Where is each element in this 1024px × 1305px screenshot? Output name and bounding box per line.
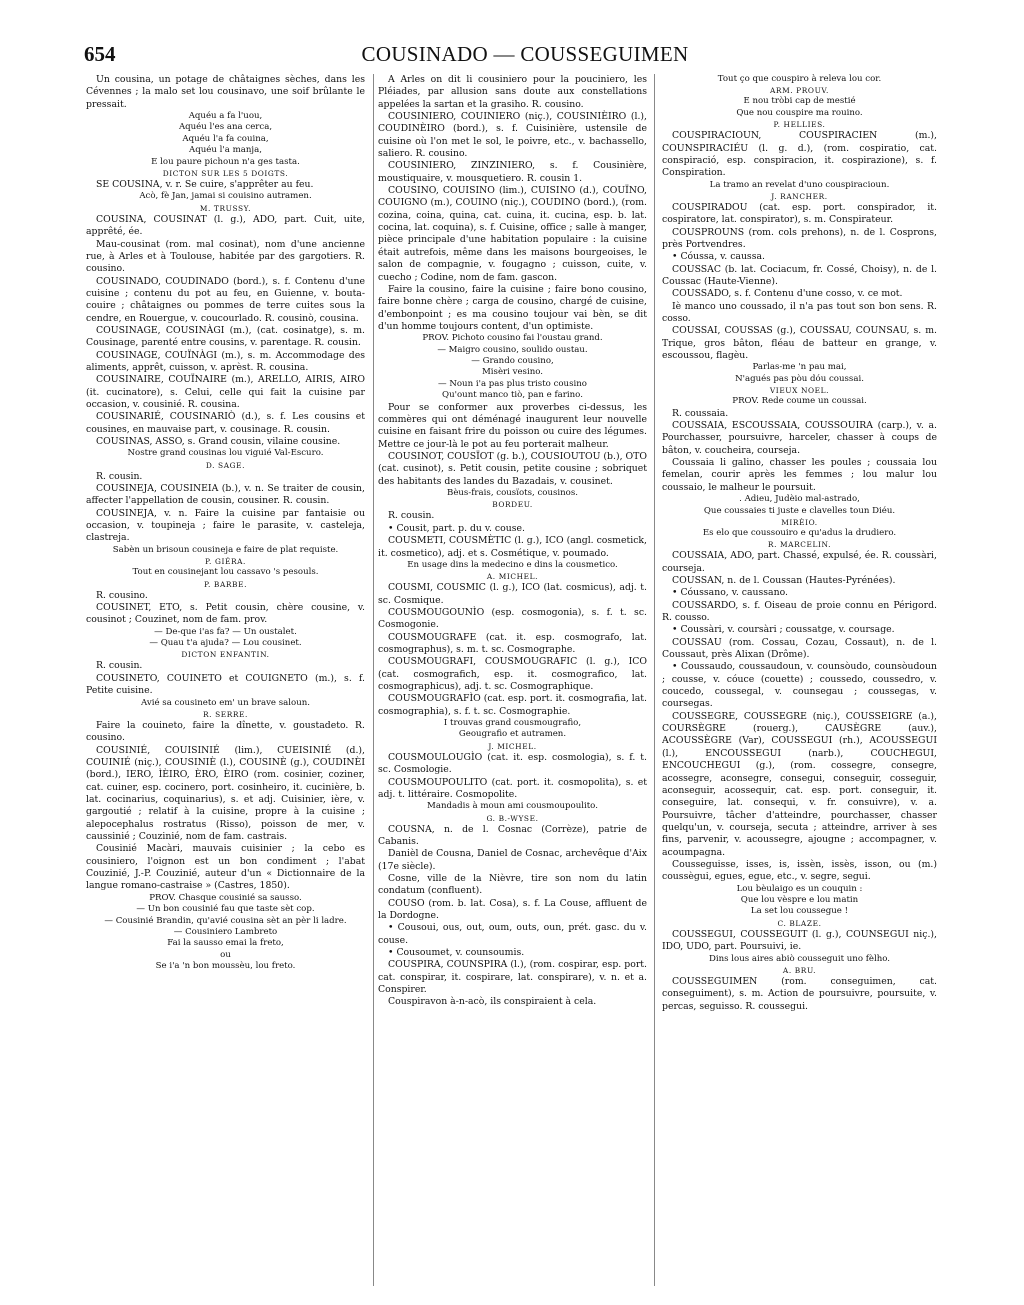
quotation-attribution: P. BARBE. [203,579,248,589]
dictionary-entry: Faire la couineto, faire la dînette, v. goustadeto. R. cousino. [86,719,365,744]
quotation-verse: I trouvas grand cousmougrafio, Geougrafio et autramen. [443,718,582,740]
dictionary-entry: COUSSEGUIMEN (rom. conseguimen, cat. conseguiment), s. m. Action de poursuivre, poursuite, v. percas, seguisso. R. coussegui. [662,975,937,1012]
dictionary-entry: COUSSAI, COUSSAS (g.), COUSSAU, COUNSAU, s. m. Trique, gros bâton, fléau de batteur en grange, v. escoussou, flagèu. [662,325,937,362]
dictionary-entry: COUSMOUGRAFI, COUSMOUGRAFIC (l. g.), ICO (cat. cosmografich, esp. it. cosmografico, lat. cosmographicus), adj. t. sc. Cosmographique. [378,656,647,692]
quotation-verse: Nostre grand cousinas lou viguié Val-Escuro. [127,448,324,459]
quotation-attribution: D. SAGE. [205,460,246,470]
dictionary-entry: COUSSAC (b. lat. Cociacum, fr. Cossé, Choisy), n. de l. Coussac (Haute-Vienne). [662,263,937,288]
dictionary-entry: • Cousoumet, v. counsoumis. [388,947,525,959]
quotation-verse: PROV. Rede coume un coussai. [732,396,867,407]
quotation-attribution: A. MICHEL. [486,572,539,582]
dictionary-entry: COUSO (rom. b. lat. Cosa), s. f. La Couse, affluent de la Dordogne. [378,897,647,922]
dictionary-entry: Couspiravon à-n-acò, ils conspiraient à cela. [388,996,597,1008]
quotation-verse: Lou bèulaigo es un couquin : Que lou vèspre e lou matin La set lou coussegue ! [736,883,863,917]
dictionary-entry: COUSSEGRE, COUSSEGRE (niç.), COUSSEIGRE (a.), COURSÈGRE (rouerg.), CAUSÈGRE (auv.), ACOUSSÈGRE (Var), COUSSEGUI (rh.), ACOUSSEGUI (l.), ENCOUSSEGUI (narb.), COUCHEGUI, ENCOUCHEGUI (g.), (rom. cossegre, consegre, acossegre, aconsegre, consegui, conseguir, cosseguir, aconseguir, acossequir, cat. esp. port. conseguir, it. conseguire, lat. consequi, v. fr. consuivre), v. a. Poursuivre, tâcher d'atteindre, pourchasser, chasser quelqu'un, v. courseja, secuta ; atteindre, arriver à ses fins, parvenir, v. acoussegre, ajougne ; accompagner, v. acoumpagna. [662,710,937,858]
dictionary-entry: A Arles on dit li cousiniero pour la pouciniero, les Pléiades, par allusion sans doute aux constellations appelées la sartan et la grasiho. R. cousino. [378,74,647,110]
dictionary-entry: COUSINIÉ, COUISINIÉ (lim.), CUEISINIÉ (d.), COUINIÉ (niç.), COUSINIÈ (l.), COUSINÈ (g.), COUDINÈI (bord.), IERO, ÌÈIRO, ÈRO, ÈIRO (rom. cosinier, coziner, cat. cuiner, esp. cocinero, port. cosinheiro, it. cucinière, b. lat. cocinarius, coquinarius), s. et adj. Cuisinier, ière, v. gargoutié ; relatif à la cuisine, propre à la cuisine ; alepocephalus rostratus (Risso), poisson de mer, v. caussinié ; Couzinié, nom de fam. castrais. [86,744,365,842]
quotation-verse: Dins lous aires abiò cousseguit uno fèlho. [708,953,891,964]
dictionary-entry: COUSINO, COUISINO (lim.), CUISINO (d.), COUÏNO, COUIGNO (m.), COUINO (niç.), COUDINO (bord.), (rom. cozina, coina, quina, cat. cuina, it. cucina, esp. b. lat. cocina, lat. coquina), s. f. Cuisine, office ; salle à manger, pièce principale d'une habitation populaire : la cuisine était autrefois, même dans les maisons bourgeoises, le salon de compagnie, v. fougagno ; cuisson, cuite, v. cuecho ; Codine, nom de fam. gascon. [378,185,647,283]
dictionary-entry: Cousseguisse, isses, is, issèn, issès, isson, ou (m.) coussègui, egues, egue, etc., v. segre, segui. [662,858,937,883]
dictionary-entry: COUSSARDO, s. f. Oiseau de proie connu en Périgord. R. cousso. [662,599,937,624]
dictionary-entry: Un cousina, un potage de châtaignes sèches, dans les Cévennes ; la malo set lou cousinavo, une soif brûlante le pressait. [86,74,365,110]
dictionary-entry: COUSINADO, COUDINADO (bord.), s. f. Contenu d'une cuisine ; contenu du pot au feu, en Guienne, v. bouta-couire ; châtaignes ou pommes de terre cuites sous la cendre, en Rouergue, v. coucourlado. R. cousinò, cousina. [86,275,365,324]
dictionary-entry: Danièl de Cousna, Daniel de Cosnac, archevêque d'Aix (17e siècle). [378,848,647,872]
dictionary-entry: COUSINEJA, v. n. Faire la cuisine par fantaisie ou occasion, v. toupineja ; faire le parasite, v. casteleja, clastreja. [86,507,365,544]
dictionary-entry: COUSINIERO, COUINIERO (niç.), COUSINIÈIRO (l.), COUDINÈIRO (bord.), s. f. Cuisinière, ustensile de cuisine où l'on met le sol, le poivre, etc., v. bachassello, saliero. R. cousino. [378,111,647,160]
page-number: 654 [84,42,116,66]
dictionary-entry: COUSINETO, COUINETO et COUIGNETO (m.), s. f. Petite cuisine. [86,672,365,697]
quotation-verse: PROV. Chasque cousinié sa sausso. — Un bon cousinié fau que taste sèt cop. — Cousinié Brandin, qu'avié cousina sèt an pèr li ladre. [104,892,347,926]
dictionary-entry: COUSMOUGRAFÌO (cat. esp. port. it. cosmografia, lat. cosmographia), s. f. t. sc. Cosmographie. [378,693,647,717]
dictionary-entry: Mau-cousinat (rom. mal cosinat), nom d'une ancienne rue, à Arles et à Toulouse, habitée par des gargotiers. R. cousino. [86,238,365,275]
quotation-verse: Bèus-frais, cousïots, cousinos. [447,488,578,499]
dictionary-entry: COUSSAU (rom. Cossau, Cozau, Cossaut), n. de l. Coussaut, près Alixan (Drôme). [662,636,937,661]
quotation-verse: E nou tròbi cap de mestié Que nou couspire ma rouino. [736,96,863,118]
dictionary-entry: COUSSAN, n. de l. Coussan (Hautes-Pyrénées). [672,575,896,586]
quotation-attribution: C. BLAZE. [777,918,822,928]
dictionary-entry: SE COUSINA, v. r. Se cuire, s'apprêter au feu. [96,179,314,191]
dictionary-entry: Iè manco uno coussado, il n'a pas tout son bon sens. R. cosso. [662,300,937,325]
quotation-verse: PROV. Pichoto cousino fai l'oustau grand. — Maigro cousino, soulido oustau. — Grando cousino, Misèri vesino. — Noun i'a pas plus tristo cousino Qu'ount manco tiò, pan e farino. [422,333,603,401]
quotation-attribution: BORDEU. [492,500,533,510]
dictionary-entry: R. cousino. [96,589,148,601]
quotation-attribution: P. GIÉRA. [204,557,247,567]
dictionary-entry: COUSSEGUI, COUSSEGUIT (l. g.), COUNSEGUI niç.), IDO, UDO, part. Poursuivi, ie. [662,928,937,953]
quotation-verse: Es elo que coussouiro e qu'adus la drudiero. [702,527,897,538]
quotation-verse: En usage dins la medecino e dins la cousmetico. [407,559,618,570]
quotation-attribution: J. MICHEL. [488,741,537,751]
quotation-verse: ou Se i'a 'n bon moussèu, lou freto. [155,949,296,972]
dictionary-entry: COUSINARIÉ, COUSINARIÒ (d.), s. f. Les cousins et cousines, en mauvaise part, v. cousinage. R. cousin. [86,411,365,435]
column-3 [662,74,937,1289]
quotation-attribution: VIEUX NOEL. [769,386,830,396]
dictionary-entry: COUSSAIA, ESCOUSSAIA, COUSSOUIRA (carp.), v. a. Pourchasser, poursuivre, harceler, chasser à coups de bâton, v. coucheira, courseja. [662,420,937,456]
dictionary-entry: COUSMOUGRAFE (cat. it. esp. cosmografo, lat. cosmographus), s. m. t. sc. Cosmographe. [378,631,647,655]
quotation-verse: La tramo an revelat d'uno couspiracioun. [709,179,890,190]
dictionary-entry: • Cóussano, v. caussano. [672,587,788,599]
dictionary-entry: COUSINEJA, COUSINEIA (b.), v. n. Se traiter de cousin, affecter l'appellation de cousin, cousiner. R. cousin. [86,483,365,507]
dictionary-entry: Coussaia li galino, chasser les poules ; coussaia lou femelan, courir après les femmes ; lou malur lou coussaio, le malheur le poursuit. [662,457,937,493]
quotation-verse: Parlas-me 'n pau mai, N'agués pas pòu dóu coussai. [735,362,864,384]
quotation-attribution: P. HELLIES. [773,120,826,130]
quotation-attribution: DICTON ENFANTIN. [181,650,270,660]
column-rule-1 [373,74,374,1286]
quotation-attribution: M. TRUSSY. [199,203,252,213]
dictionary-entry: Faire la cousino, faire la cuisine ; faire bono cousino, faire bonne chère ; carga de cousino, chargé de cuisine, d'embonpoint ; es ma cousino toujour vai bèn, se dit d'un homme toujours content, d'un optimiste. [378,283,647,332]
dictionary-entry: COUSNA, n. de l. Cosnac (Corrèze), patrie de Cabanis. [378,823,647,847]
dictionary-entry: • Cousoui, ous, out, oum, outs, oun, prét. gasc. du v. couse. [378,922,647,946]
dictionary-entry: COUSINIERO, ZINZINIERO, s. f. Cousinière, moustiquaire, v. mousquetiero. R. cousin 1. [378,160,647,184]
dictionary-entry: R. cousin. [96,660,143,672]
dictionary-entry: COUSMOUPOULITO (cat. port. it. cosmopolita), s. et adj. t. littéraire. Cosmopolite. [378,776,647,800]
dictionary-entry: R. cousin. [388,510,435,522]
quotation-verse: — De-que i'as fa? — Un oustalet. — Quau t'a ajuda? — Lou cousinet. [149,626,302,649]
dictionary-entry: COUSMETI, COUSMÈTIC (l. g.), ICO (angl. cosmetick, it. cosmetico), adj. et s. Cosmétique, v. poumado. [378,535,647,559]
dictionary-entry: COUSPIRA, COUNSPIRA (l.), (rom. cospirar, esp. port. cat. conspirar, it. cospirare, lat. conspirare), v. n. et a. Conspirer. [378,959,647,996]
quotation-verse: Aquéu a fa l'uou, Aquéu l'es ana cerca, Aquéu l'a fa couina, Aquéu l'a manja, E lou paure pichoun n'a ges tasta. [151,111,300,167]
quotation-attribution: DICTON SUR LES 5 DOIGTS. [162,169,289,179]
quotation-verse: Mandadis à moun ami cousmoupoulito. [427,801,598,812]
quotation-attribution: R. MARCELIN. [767,540,832,550]
dictionary-entry: COUSSADO, s. f. Contenu d'une cosso, v. ce mot. [672,288,903,300]
quotation-attribution: ARM. PROUV. [770,86,829,96]
quotation-verse: Acò, fè Jan, jamai si couisino autramen. [139,191,312,202]
quotation-attribution: R. SERRE. [203,709,248,719]
dictionary-entry: R. cousin. [96,470,143,482]
dictionary-entry: COUSINA, COUSINAT (l. g.), ADO, part. Cuit, uite, apprêté, ée. [86,213,365,238]
column-rule-2 [654,74,655,1286]
dictionary-entry: • Cóussa, v. caussa. [672,251,765,263]
quotation-attribution: G. B.-WYSE. [486,813,539,823]
dictionary-entry: R. coussaia. [672,407,729,419]
column-1 [86,74,365,1289]
dictionary-entry: COUSSAIA, ADO, part. Chassé, expulsé, ée. R. coussàri, courseja. [662,550,937,574]
column-2 [378,74,647,1289]
dictionary-entry: Cosne, ville de la Nièvre, tire son nom du latin condatum (confluent). [378,873,647,897]
dictionary-entry: COUSPIRADOU (cat. esp. port. conspirador, it. cospiratore, lat. conspirator), s. m. Conspirateur. [662,202,937,226]
quotation-verse: Sabèn un brisoun cousineja e faire de plat requiste. [112,544,339,555]
dictionary-entry: Cousinié Macàri, mauvais cuisinier ; la cebo es cousiniero, l'oignon est un bon condiment ; l'abat Couzinié, J.-P. Couzinié, auteur d'un « Dictionnaire de la langue romano-castraise » (Castres, 1850). [86,843,365,892]
dictionary-entry: COUSINOT, COUSÏOT (g. b.), COUSIOUTOU (b.), OTO (cat. cusinot), s. Petit cousin, petite cousine ; sobriquet des habitants des landes du Bazadais, v. cousinet. [378,451,647,487]
dictionary-entry: • Coussaudo, coussaudoun, v. counsòudo, counsòudoun ; cousse, v. cóuce (couette) ; coussedo, coussedro, v. coucedo, coussegal, v. counsegau ; coussegas, v. coursegas. [662,661,937,710]
quotation-verse: . Adieu, Judèio mal-astrado, Que coussaies ti juste e clavelles toun Diéu. [703,494,896,516]
dictionary-entry: COUSINAGE, COUÏNÀGI (m.), s. m. Accommodage des aliments, apprêt, cuisson, v. aprèst. R. cousina. [86,349,365,373]
dictionary-entry: COUSPIRACIOUN, COUSPIRACIEN (m.), COUNSPIRACIÉU (l. g. d.), (rom. cospiratio, cat. conspiració, esp. conspiracion, it. cospirazione), s. f. Conspiration. [662,130,937,179]
dictionary-entry: COUSMOUGOUNÌO (esp. cosmogonia), s. f. t. sc. Cosmogonie. [378,606,647,631]
running-head: COUSINADO — COUSSEGUIMEN [361,42,689,66]
dictionary-entry: COUSINET, ETO, s. Petit cousin, chère cousine, v. cousinot ; Couzinet, nom de fam. prov. [86,601,365,626]
quotation-attribution: J. RANCHER. [771,192,828,201]
dictionary-entry: • Coussàri, v. coursàri ; coussatge, v. coursage. [672,624,895,636]
quotation-verse: Tout en cousinejant lou cassavo 's pesouls. [132,567,319,578]
dictionary-entry: COUSMI, COUSMIC (l. g.), ICO (lat. cosmicus), adj. t. sc. Cosmique. [378,582,647,606]
dictionary-entry: COUSPROUNS (rom. cols prehons), n. de l. Cosprons, près Portvendres. [662,226,937,251]
quotation-attribution: MIRÈIO. [781,517,818,527]
dictionary-entry: • Cousit, part. p. du v. couse. [388,522,525,534]
dictionary-entry: COUSINAIRE, COUÏNAIRE (m.), ARELLO, AIRIS, AIRO (it. cucinatore), s. Celui, celle qui fait la cuisine par occasion, v. cousinié. R. cousina. [86,374,365,410]
dictionary-entry: COUSINAS, ASSO, s. Grand cousin, vilaine cousine. [96,436,341,447]
quotation-verse: — Cousiniero Lambreto Fai la sausso emai la freto, [167,926,284,949]
dictionary-entry: COUSINAGE, COUSINÀGI (m.), (cat. cosinatge), s. m. Cousinage, parenté entre cousins, v. parentage. R. cousin. [86,324,365,349]
dictionary-entry: Pour se conformer aux proverbes ci-dessus, les commères qui ont déménagé inaugurent leur nouvelle cuisine en faisant frire du poisson ou cuire des légumes. Mettre ce jour-là le pot au feu porterait malheur. [378,401,647,450]
quotation-verse: Tout ço que couspiro à releva lou cor. [717,74,882,84]
quotation-attribution: A. BRU. [782,965,817,975]
quotation-verse: Avié sa cousineto em' un brave saloun. [141,697,310,708]
dictionary-entry: COUSMOULOUGÌO (cat. it. esp. cosmologia), s. f. t. sc. Cosmologie. [378,751,647,776]
